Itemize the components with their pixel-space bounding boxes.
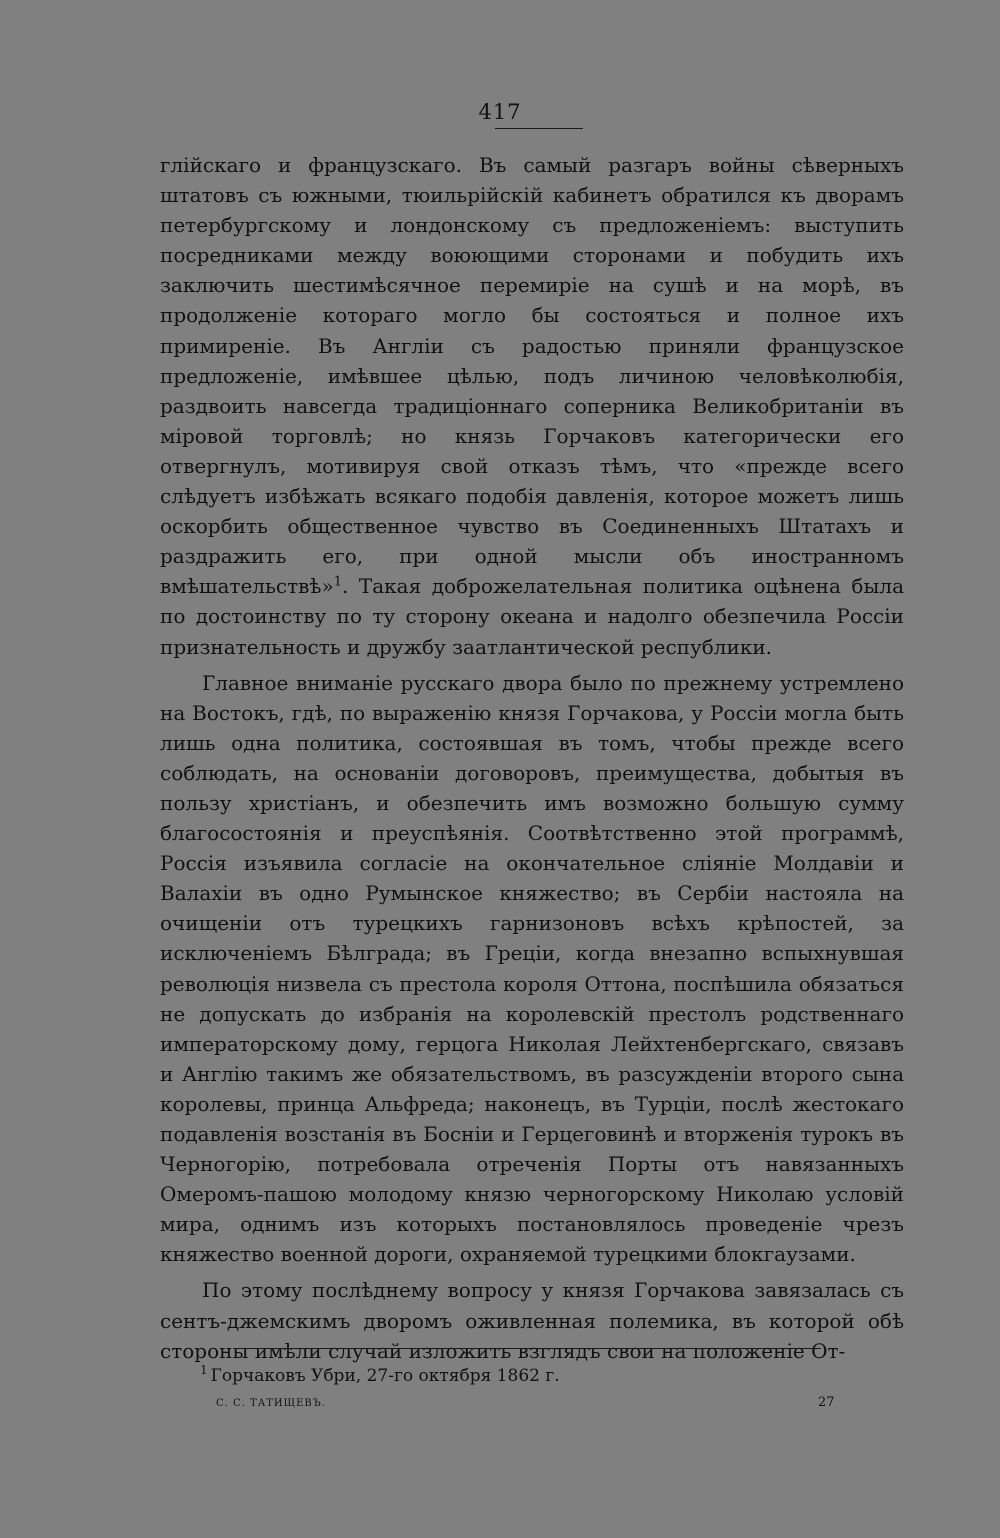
paragraph-2: Главное вниманіе русскаго двора было по прежнему устремлено на Востокъ, гдѣ, по выраженію князя Горчакова, у Россіи могла быть лишь одна политика, состоявшая въ томъ, чтобы прежде всего соблюдать, на основаніи договоровъ, преимущества, добытыя въ пользу христіанъ, и обезпечить имъ возможно большую сумму благосостоянія и преуспѣянія. Соотвѣтственно этой программѣ, Россія изъявила согласіе на окончательное сліяніе Молдавіи и Валахіи въ одно Румынское княжество; въ Сербіи настояла на очищеніи отъ турецкихъ гарнизоновъ всѣхъ крѣпостей, за исключеніемъ Бѣлграда; въ Греціи, когда внезапно вспыхнувшая революція низвела съ престола короля Оттона, поспѣшила обязаться не допускать до избранія на королевскій престолъ родственнаго императорскому дому, герцога Николая Лейхтенбергскаго, связавъ и Англію такимъ же обязательствомъ, въ разсужденіи второго сына королевы, принца Альфреда; наконецъ, въ Турціи, послѣ жестокаго подавленія возстанія въ Босніи и Герцеговинѣ и вторженія турокъ въ Черногорію, потребовала отреченія Порты отъ навязанныхъ Омеромъ-пашою молодому князю черногорскому Николаю условій мира, однимъ изъ которыхъ постановлялось проведеніе чрезъ княжество военной дороги, охраняемой турецкими блокгаузами. <box>160 670 904 1267</box>
footnote-text: Горчаковъ Убри, 27-го октября 1862 г. <box>210 1366 560 1386</box>
page-number-underline <box>495 128 583 129</box>
paragraph-1-text-continued: . Такая доброжелательная политика оцѣнена была по достоинству по ту сторону океана и надолго обезпечила Россіи признательность и дружбу заатлантической республики. <box>160 574 904 659</box>
footnote-divider <box>233 1348 821 1349</box>
footnote <box>200 1363 900 1386</box>
sheet-number: 27 <box>818 1395 835 1410</box>
footnote-reference: 1 <box>333 574 342 590</box>
paragraph-1 <box>160 150 904 662</box>
footnote-number: 1 <box>200 1363 208 1378</box>
printer-signature: С. С. ТАТИЩЕВЪ. <box>216 1398 326 1409</box>
paragraph-1-text: глійскаго и французскаго. Въ самый разгаръ войны сѣверныхъ штатовъ съ южными, тюильрійскій кабинетъ обратился къ дворамъ петербургскому и лондонскому съ предложеніемъ: выступить посредниками между воюющими сторонами и побудить ихъ заключить шестимѣсячное перемиріе на сушѣ и на морѣ, въ продолженіе котораго могло бы состояться и полное ихъ примиреніе. Въ Англіи съ радостью приняли французское предложеніе, имѣвшее цѣлью, подъ личиною человѣколюбія, раздвоить навсегда традиціоннаго соперника Великобританіи въ міровой торговлѣ; но князь Горчаковъ категорически его отвергнулъ, мотивируя свой отказъ тѣмъ, что «прежде всего слѣдуетъ избѣжать всякаго подобія давленія, которое можетъ лишь оскорбить общественное чувство въ Соединенныхъ Штатахъ и раздражить его, при одной мысли объ иностранномъ вмѣшательствѣ» <box>160 153 904 599</box>
paragraph-3: По этому послѣднему вопросу у князя Горчакова завязалась съ сентъ-джемскимъ дворомъ оживленная полемика, въ которой обѣ стороны имѣли случай изложить взглядъ свои на положеніе От- <box>160 1278 904 1363</box>
page-number: 417 <box>478 100 522 124</box>
body-text <box>160 150 904 1366</box>
